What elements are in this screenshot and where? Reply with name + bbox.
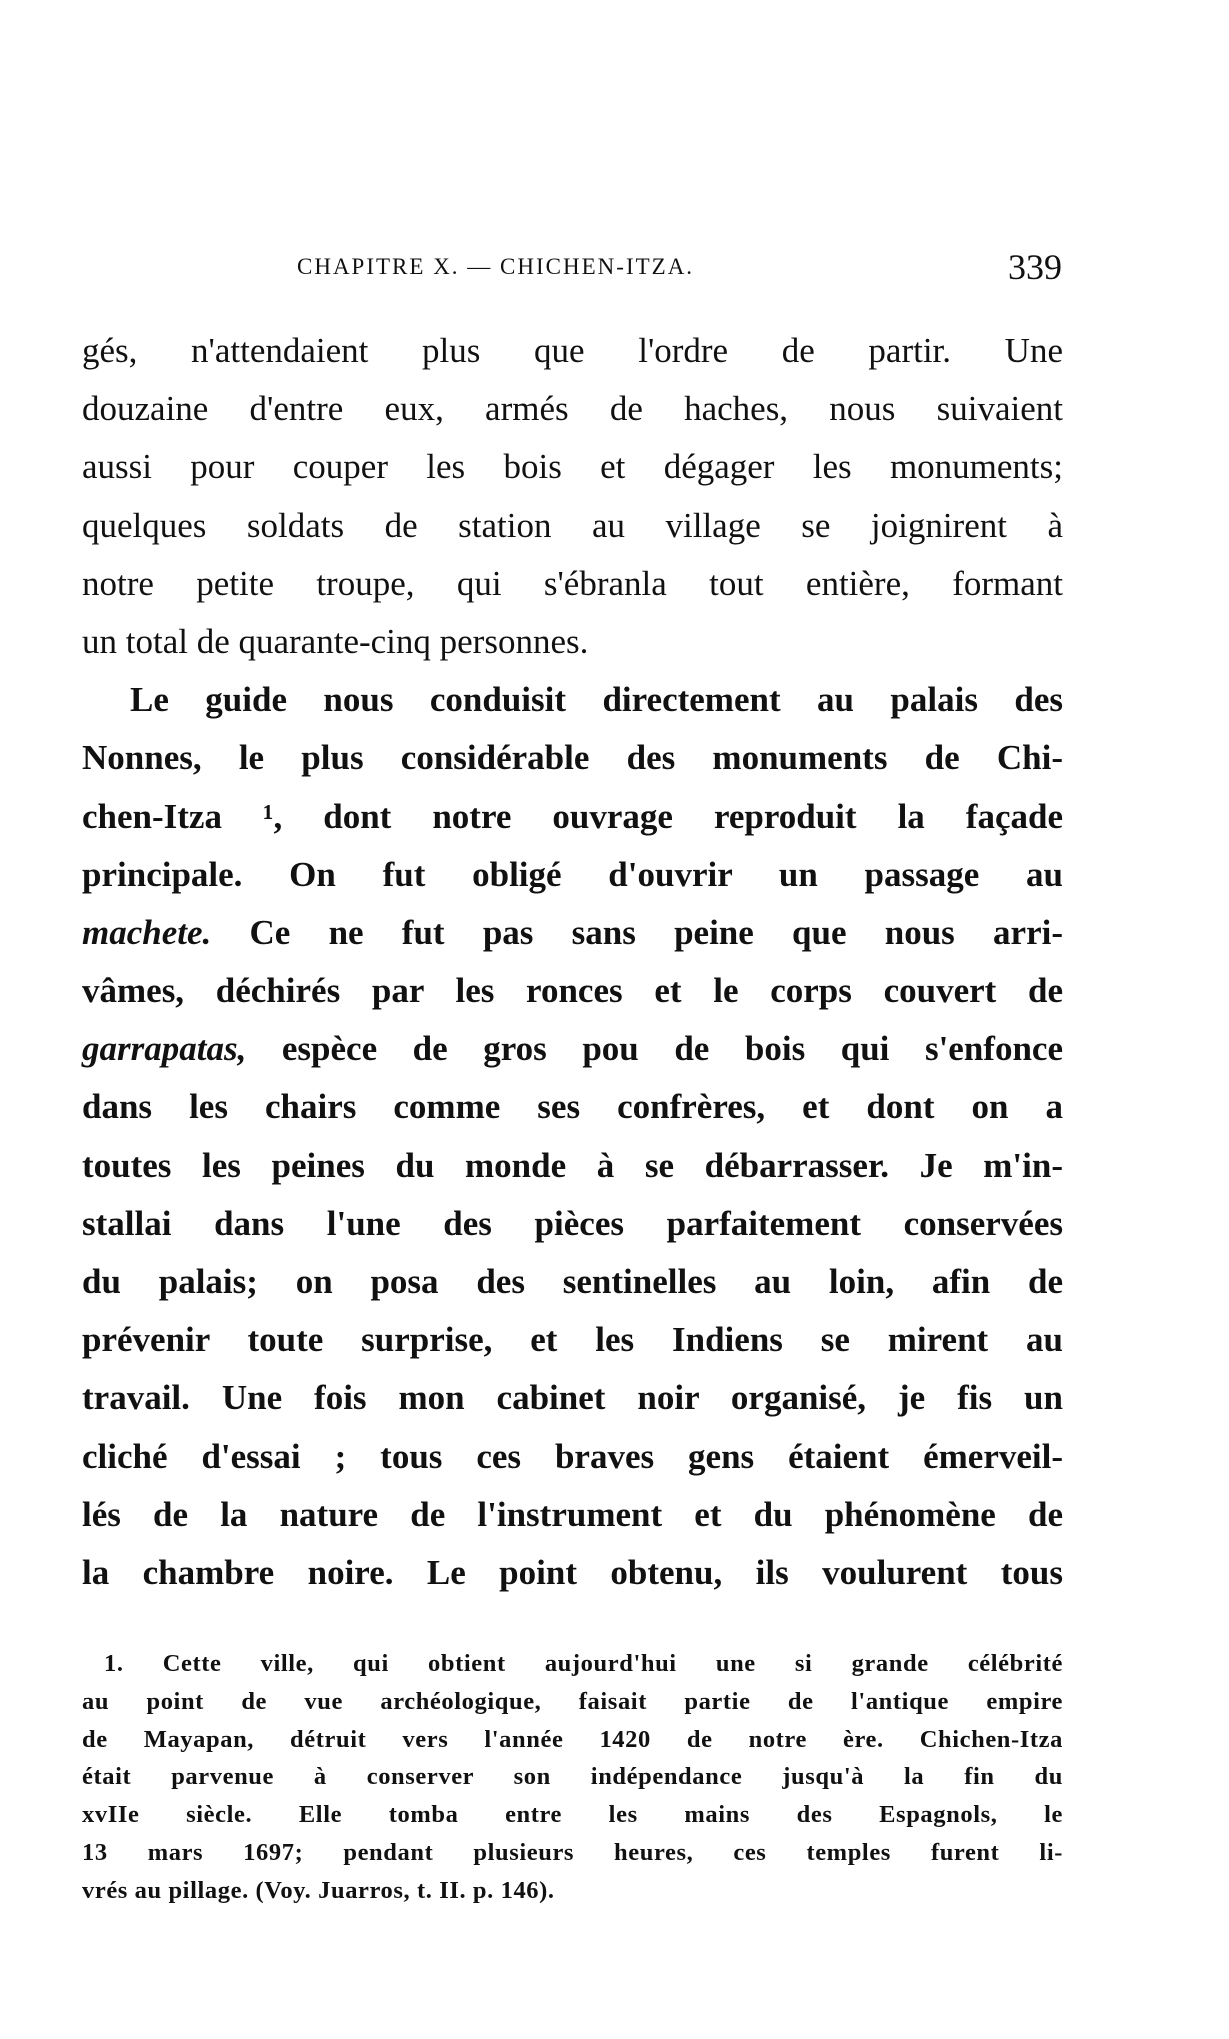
text-line xyxy=(82,1078,1063,1136)
text-line xyxy=(82,1486,1063,1544)
text-segment: la chambre noire. Le point obtenu, ils voulurent tous xyxy=(82,1552,1063,1592)
text-line xyxy=(82,497,1063,555)
text-segment: gés, n'attendaient plus que l'ordre de partir. Une xyxy=(82,331,1063,370)
text-line xyxy=(82,555,1063,613)
text-segment: toutes les peines du monde à se débarrasser. Je m'in- xyxy=(82,1145,1063,1185)
footnote-line: 13 mars 1697; pendant plusieurs heures, ces temples furent li- xyxy=(82,1838,1063,1866)
text-line xyxy=(82,671,1063,729)
text-segment: travail. Une fois mon cabinet noir organisé, je fis un xyxy=(82,1378,1063,1418)
text-segment: aussi pour couper les bois et dégager les monuments; xyxy=(82,447,1063,487)
text-line xyxy=(82,1195,1063,1253)
footnote xyxy=(82,1645,1063,1910)
text-line xyxy=(82,380,1063,438)
text-segment: prévenir toute surprise, et les Indiens se mirent au xyxy=(82,1320,1063,1360)
italic-term: machete. xyxy=(82,912,212,952)
text-line xyxy=(82,613,1063,671)
text-line xyxy=(82,904,1063,962)
text-segment: douzaine d'entre eux, armés de haches, nous suivaient xyxy=(82,389,1063,429)
running-head: CHAPITRE X. — CHICHEN-ITZA. xyxy=(297,254,695,279)
footnote-line: était parvenue à conserver son indépendance jusqu'à la fin du xyxy=(82,1763,1063,1791)
text-segment: lés de la nature de l'instrument et du phénomène de xyxy=(82,1494,1063,1534)
text-segment: Ce ne fut pas sans peine que nous arri- xyxy=(211,912,1063,952)
text-segment: un total de quarante-cinq personnes. xyxy=(82,621,589,661)
text-segment: quelques soldats de station au village se joignirent à xyxy=(82,505,1063,545)
text-line xyxy=(82,846,1063,904)
page-number: 339 xyxy=(1008,247,1062,287)
text-line xyxy=(82,1544,1063,1602)
text-line xyxy=(82,1311,1063,1369)
text-line xyxy=(82,1428,1063,1486)
text-segment: principale. On fut obligé d'ouvrir un passage au xyxy=(82,854,1063,894)
text-segment: dans les chairs comme ses confrères, et dont on a xyxy=(82,1087,1063,1127)
text-segment: cliché d'essai ; tous ces braves gens étaient émerveil- xyxy=(82,1436,1063,1476)
text-segment: vâmes, déchirés par les ronces et le corps couvert de xyxy=(82,971,1063,1011)
text-line xyxy=(82,1137,1063,1195)
body-text xyxy=(82,322,1063,1602)
footnote-line: au point de vue archéologique, faisait partie de l'antique empire xyxy=(82,1687,1063,1715)
text-line xyxy=(82,1369,1063,1427)
footnote-line: vrés au pillage. (Voy. Juarros, t. II. p. 146). xyxy=(82,1876,555,1904)
text-line xyxy=(82,788,1063,846)
text-line xyxy=(82,322,1063,380)
text-line xyxy=(82,438,1063,496)
text-segment: Nonnes, le plus considérable des monuments de Chi- xyxy=(82,738,1063,778)
text-segment: espèce de gros pou de bois qui s'enfonce xyxy=(246,1029,1063,1069)
text-segment: du palais; on posa des sentinelles au loin, afin de xyxy=(82,1262,1063,1301)
text-line xyxy=(82,962,1063,1020)
footnote-line: de Mayapan, détruit vers l'année 1420 de notre ère. Chichen-Itza xyxy=(82,1725,1063,1753)
footnote-line: xvIIe siècle. Elle tomba entre les mains des Espagnols, le xyxy=(82,1801,1063,1829)
page-header xyxy=(82,247,1062,290)
footnote-line: 1. Cette ville, qui obtient aujourd'hui une si grande célébrité xyxy=(104,1650,1063,1677)
text-line xyxy=(82,729,1063,787)
text-segment: stallai dans l'une des pièces parfaitement conservées xyxy=(82,1203,1063,1243)
text-segment: notre petite troupe, qui s'ébranla tout entière, formant xyxy=(82,563,1063,603)
text-line xyxy=(82,1253,1063,1311)
text-line xyxy=(82,1020,1063,1078)
text-segment: Le guide nous conduisit directement au palais des xyxy=(130,680,1063,720)
text-segment: chen-Itza ¹, dont notre ouvrage reproduit la façade xyxy=(82,796,1063,836)
italic-term: garrapatas, xyxy=(82,1029,247,1069)
